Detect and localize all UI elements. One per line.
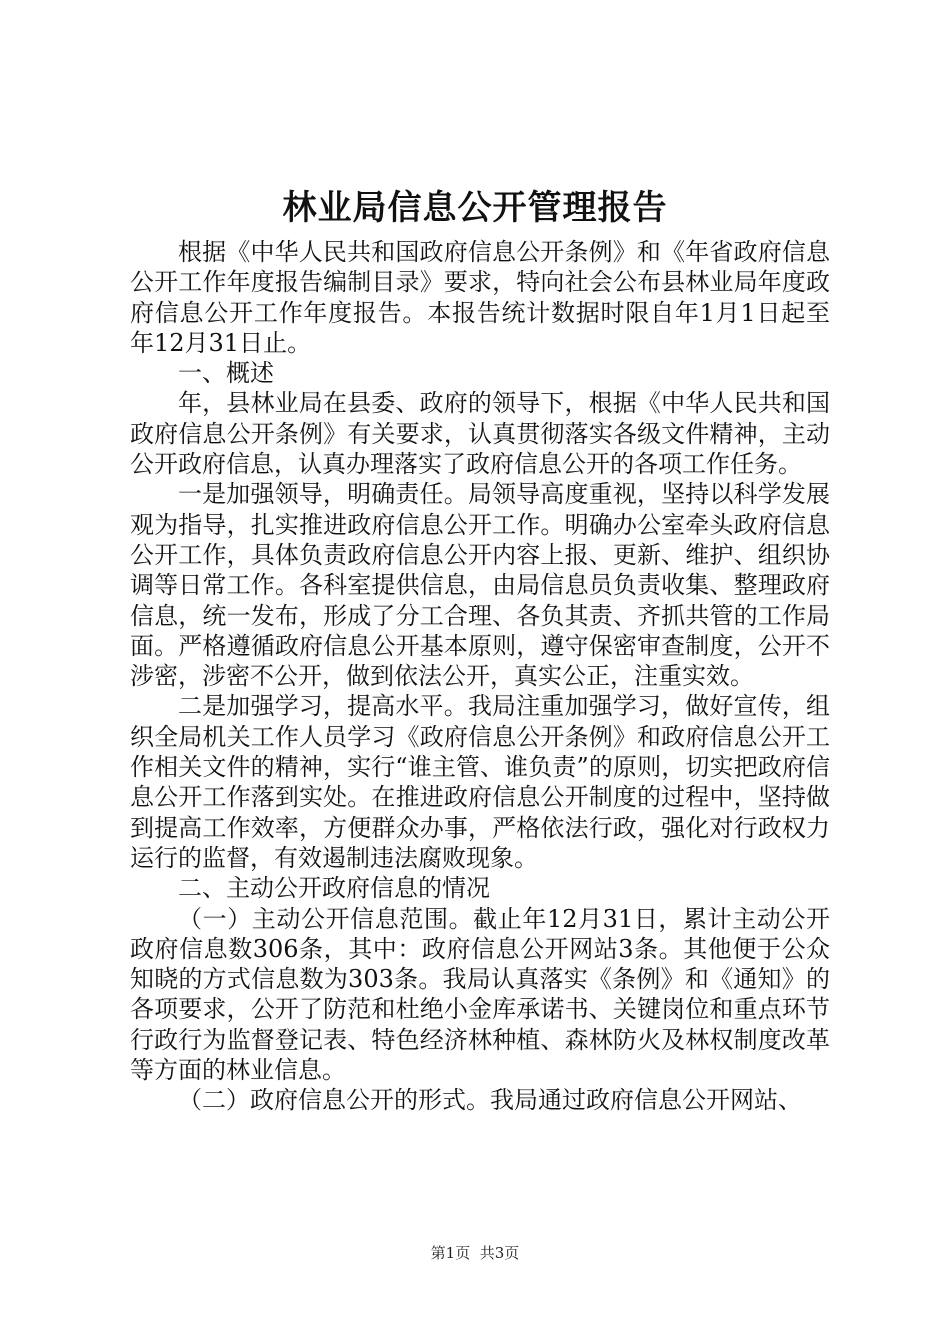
page-number: 第1页: [430, 1244, 471, 1262]
page-total: 共3页: [479, 1244, 520, 1262]
study-paragraph: 二是加强学习，提高水平。我局注重加强学习，做好宣传，组织全局机关工作人员学习《政府信息公开条例》和政府信息公开工作相关文件的精神，实行“谁主管、谁负责”的原则，切实把政府信息公开工作落到实处。在推进政府信息公开制度的过程中，坚持做到提高工作效率，方便群众办事，严格依法行政，强化对行政权力运行的监督，有效遏制违法腐败现象。: [130, 692, 830, 872]
disclosure-scope-paragraph: （一）主动公开信息范围。截止年12月31日，累计主动公开政府信息数306条，其中：政府信息公开网站3条。其他便于公众知晓的方式信息数为303条。我局认真落实《条例》和《通知》的各项要求，公开了防范和杜绝小金库承诺书、关键岗位和重点环节行政行为监督登记表、特色经济林种植、森林防火及林权制度改革等方面的林业信息。: [130, 904, 830, 1085]
document-title: 林业局信息公开管理报告: [282, 188, 668, 228]
document-body: [130, 237, 830, 1116]
page-footer: [0, 1243, 950, 1263]
disclosure-form-paragraph: （二）政府信息公开的形式。我局通过政府信息公开网站、: [178, 1086, 802, 1115]
section-heading-overview: 一、概述: [178, 359, 274, 388]
leadership-paragraph: 一是加强领导，明确责任。局领导高度重视，坚持以科学发展观为指导，扎实推进政府信息公开工作。明确办公室牵头政府信息公开工作，具体负责政府信息公开内容上报、更新、维护、组织协调等日常工作。各科室提供信息，由局信息员负责收集、整理政府信息，统一发布，形成了分工合理、各负其责、齐抓共管的工作局面。严格遵循政府信息公开基本原则，遵守保密审查制度，公开不涉密，涉密不公开，做到依法公开，真实公正，注重实效。: [130, 480, 830, 691]
overview-paragraph: 年，县林业局在县委、政府的领导下，根据《中华人民共和国政府信息公开条例》有关要求，认真贯彻落实各级文件精神，主动公开政府信息，认真办理落实了政府信息公开的各项工作任务。: [130, 389, 830, 479]
section-heading-disclosure: 二、主动公开政府信息的情况: [178, 874, 490, 903]
intro-paragraph: 根据《中华人民共和国政府信息公开条例》和《年省政府信息公开工作年度报告编制目录》要求，特向社会公布县林业局年度政府信息公开工作年度报告。本报告统计数据时限自年1月1日起至年12月31日止。: [130, 238, 830, 357]
